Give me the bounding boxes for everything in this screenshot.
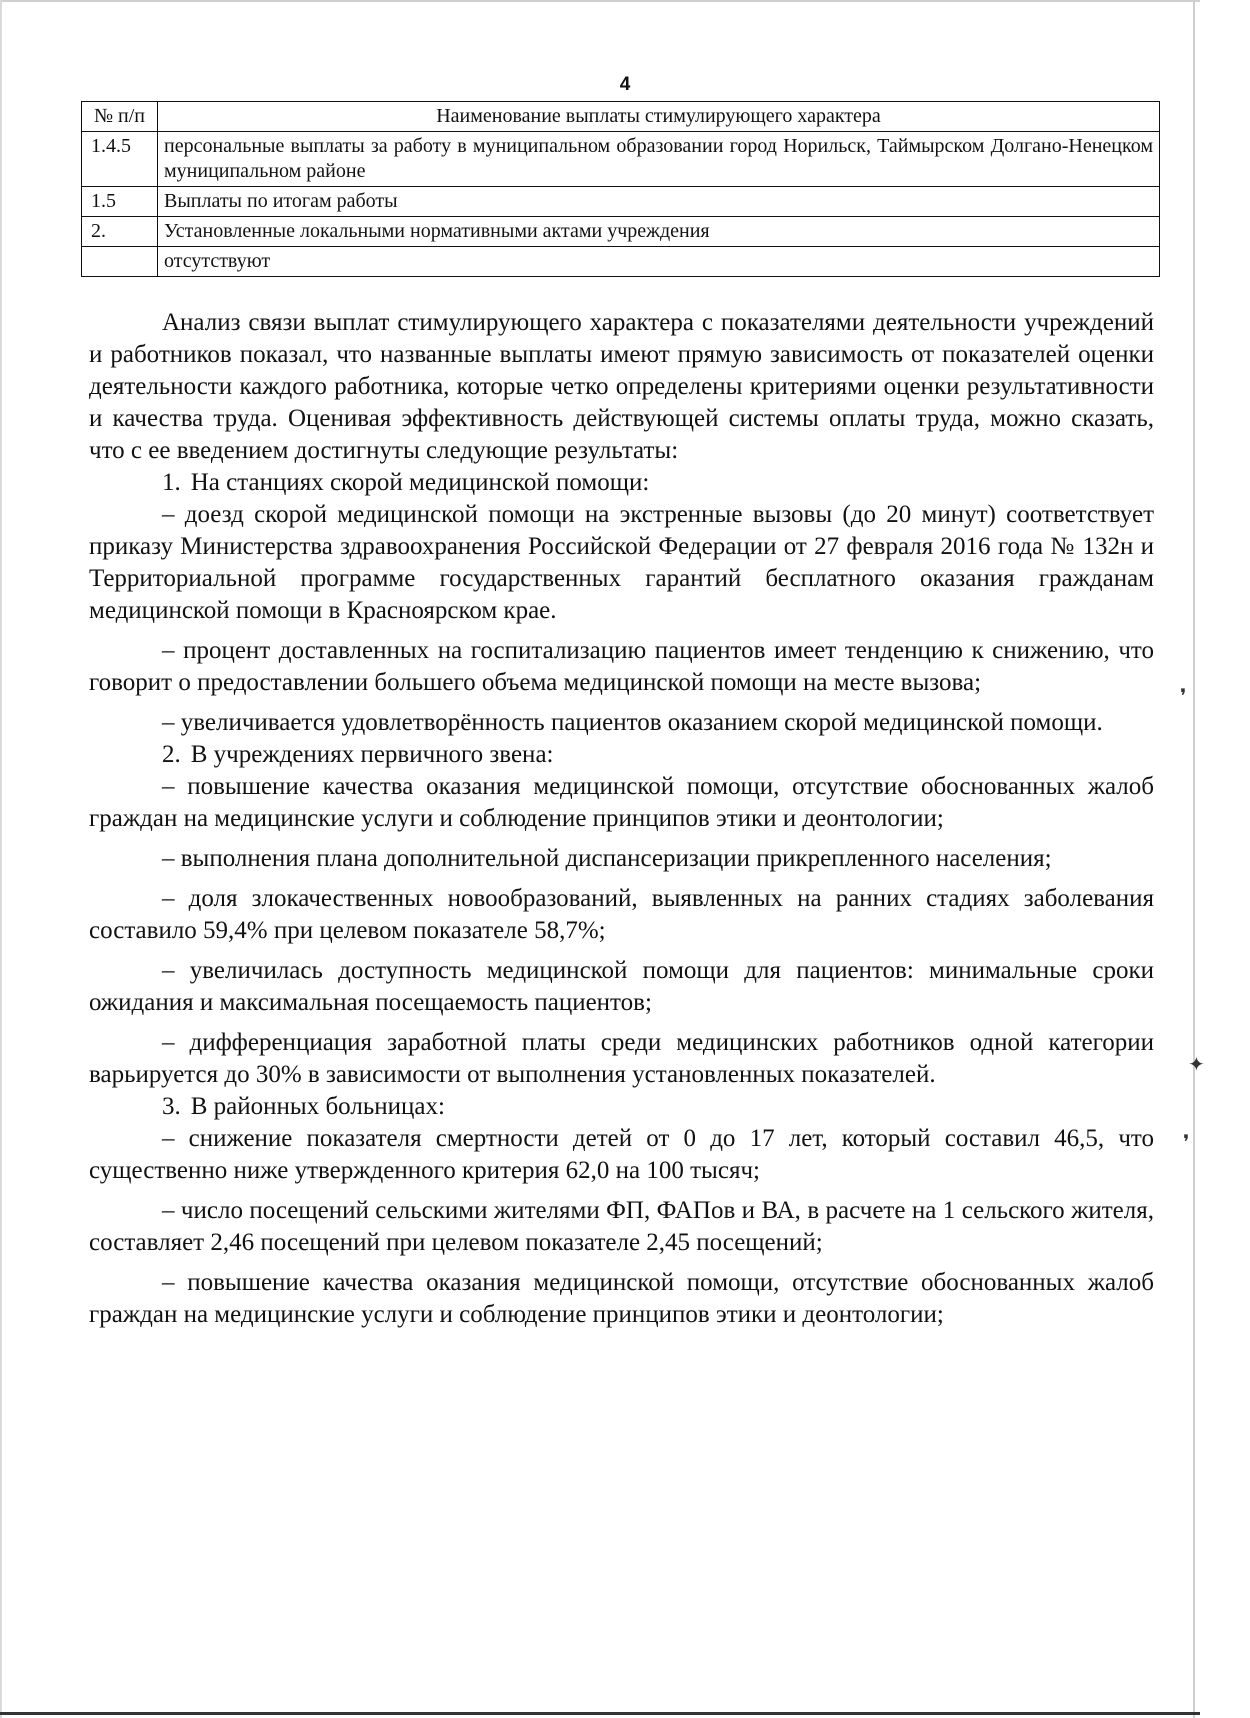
table-row [82,217,1160,247]
scan-edge-left [0,0,2,1718]
scan-edge-top [0,0,1200,2]
table-cell-num: 1.4.5 [82,132,158,187]
table-cell-name: Выплаты по итогам работы [158,187,1160,217]
body-text [89,307,1154,1331]
table-cell-name: отсутствуют [158,247,1160,277]
table-cell-num [82,247,158,277]
scan-speck: ❜ [1180,686,1187,708]
scan-edge-bottom [0,1712,1200,1715]
table-cell-num: 1.5 [82,187,158,217]
section-1-title: На станциях скорой медицинской помощи: [190,469,650,496]
list-item: – процент доставленных на госпитализацию пациентов имеет тенденцию к снижению, что говорит о предоставлении большего объема медицинской помощи на месте вызова; [89,637,1154,696]
table-header-num: № п/п [82,102,158,132]
scan-edge-right [1193,0,1195,1718]
section-2-heading [89,739,1154,771]
section-2-number: 2. [162,741,181,768]
list-item: – увеличилась доступность медицинской помощи для пациентов: минимальные сроки ожидания и максимальная посещаемость пациентов; [89,957,1154,1016]
list-item: – повышение качества оказания медицинской помощи, отсутствие обоснованных жалоб граждан на медицинские услуги и соблюдение принципов этики и деонтологии; [89,773,1154,832]
table-header-name: Наименование выплаты стимулирующего характера [158,102,1160,132]
list-item: – доезд скорой медицинской помощи на экстренные вызовы (до 20 минут) соответствует приказу Министерства здравоохранения Российской Федерации от 27 февраля 2016 года № 132н и Территориальной программе государственных гарантий бесплатного оказания гражданам медицинской помощи в Красноярском крае. [89,501,1154,624]
section-3-heading [89,1091,1154,1123]
table-header-row [82,102,1160,132]
table-row [82,132,1160,187]
section-3-number: 3. [162,1093,181,1120]
list-item: – доля злокачественных новообразований, выявленных на ранних стадиях заболевания составило 59,4% при целевом показателе 58,7%; [89,885,1154,944]
list-item: – снижение показателя смертности детей от 0 до 17 лет, который составил 46,5, что существенно ниже утвержденного критерия 62,0 на 100 тысяч; [89,1125,1154,1184]
intro-paragraph: Анализ связи выплат стимулирующего характера с показателями деятельности учреждений и работников показал, что названные выплаты имеют прямую зависимость от показателей оценки деятельности каждого работника, которые четко определены критериями оценки результативности и качества труда. Оценивая эффективность действующей системы оплаты труда, можно сказать, что с ее введением достигнуты следующие результаты: [89,309,1154,464]
section-3-title: В районных больницах: [190,1093,445,1120]
scan-speck: ❜ [1183,1132,1190,1154]
table-row [82,187,1160,217]
table-cell-num: 2. [82,217,158,247]
section-2-title: В учреждениях первичного звена: [190,741,554,768]
table-cell-name: персональные выплаты за работу в муниципальном образовании город Норильск, Таймырском Долгано-Ненецком муниципальном районе [158,132,1160,187]
list-item: – число посещений сельскими жителями ФП, ФАПов и ВА, в расчете на 1 сельского жителя, составляет 2,46 посещений при целевом показателе 2,45 посещений; [89,1197,1154,1256]
list-item: – выполнения плана дополнительной диспансеризации прикрепленного населения; [162,845,1052,872]
list-item: – дифференциация заработной платы среди медицинских работников одной категории варьируется до 30% в зависимости от выполнения установленных показателей. [89,1029,1154,1088]
list-item: – увеличивается удовлетворённость пациентов оказанием скорой медицинской помощи. [162,709,1103,736]
page-number: 4 [619,74,631,95]
scan-speck: ✦ [1188,1054,1205,1076]
payments-table [81,101,1160,277]
table-cell-name: Установленные локальными нормативными актами учреждения [158,217,1160,247]
section-1-number: 1. [162,469,181,496]
section-1-heading [89,467,1154,499]
table-row [82,247,1160,277]
list-item: – повышение качества оказания медицинской помощи, отсутствие обоснованных жалоб граждан на медицинские услуги и соблюдение принципов этики и деонтологии; [89,1269,1154,1328]
